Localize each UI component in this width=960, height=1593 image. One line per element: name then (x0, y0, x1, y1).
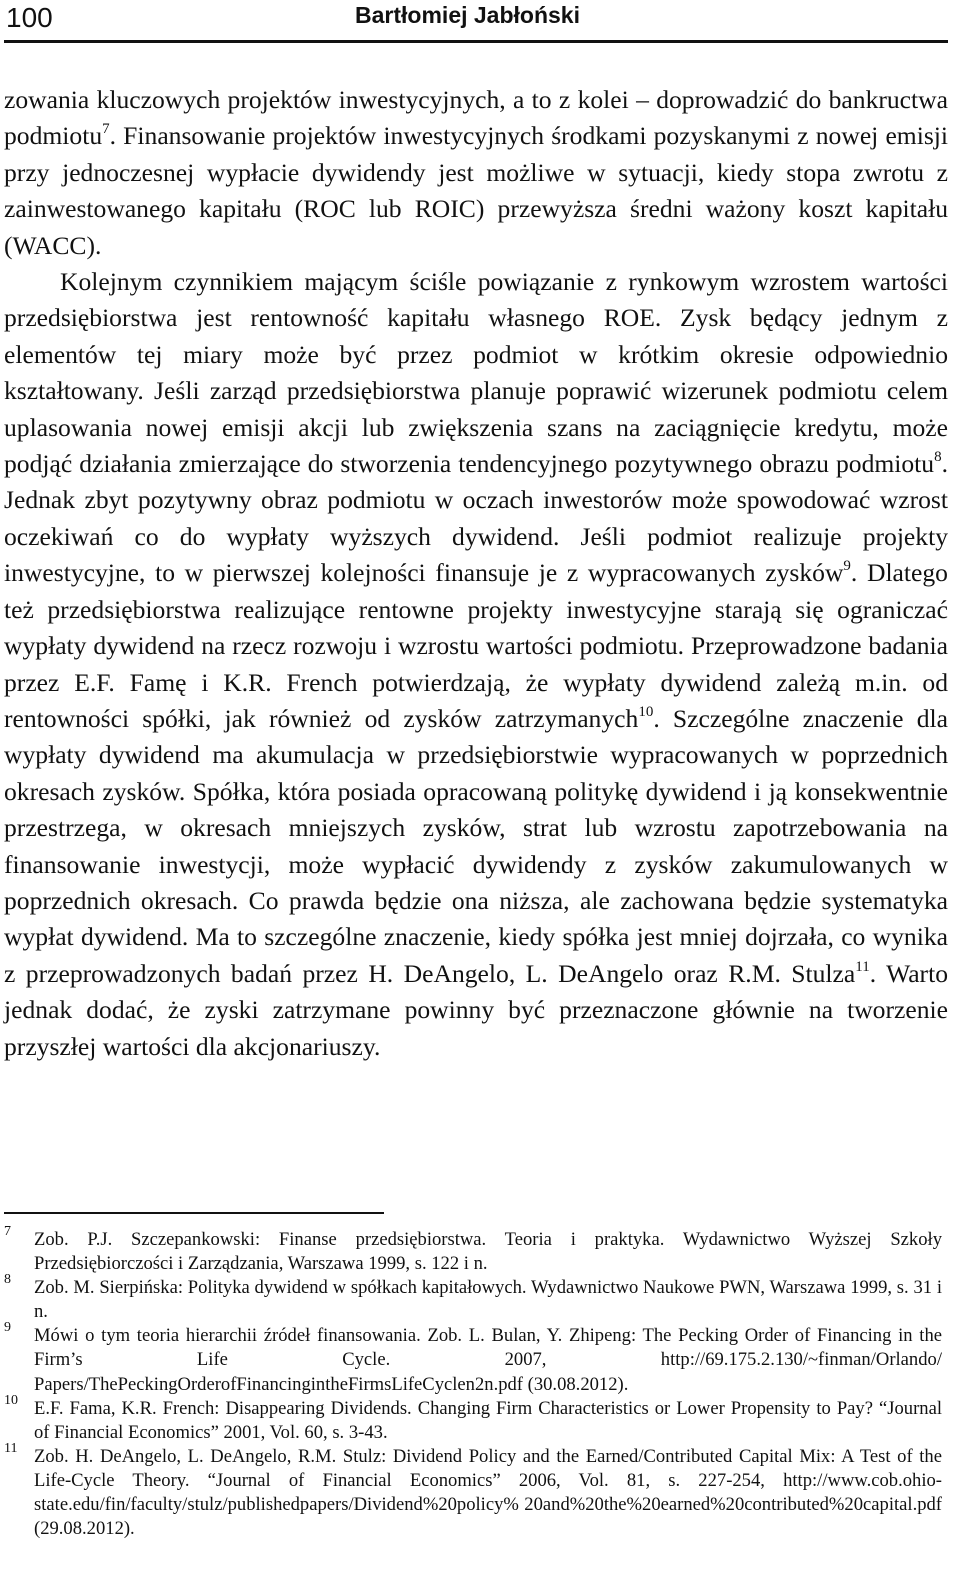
page-header (0, 0, 960, 46)
footnote-ref-7[interactable]: 7 (102, 121, 110, 138)
footnote-7 (4, 1224, 942, 1276)
footnote-ref-8[interactable]: 8 (934, 449, 942, 466)
paragraph-2 (4, 264, 948, 1065)
footnote-text: Mówi o tym teoria hierarchii źródeł finansowania. Zob. L. Bulan, Y. Zhipeng: The Pecking Order of Financing in the Firm’s Life Cycle. 2007, http://69.175.2.130/~finman/Orlando/ Papers/ThePeckingOrderofFinancingintheFirmsLifeCyclen2n.pdf (30.08.2012). (34, 1325, 942, 1395)
paragraph-1-text-a: zowania kluczowych projektów inwestycyjnych, a to z kolei – doprowadzić do bankructwa podmiotu (4, 85, 948, 151)
page-number: 100 (6, 2, 53, 33)
paragraph-2-text-d: . Szczególne znaczenie dla wypłaty dywidend ma akumulacja w przedsiębiorstwie wypracowanych w poprzednich okresach zysków. Spółka, która posiada opracowaną politykę dywidend i ją konsekwentnie przestrzega, w okresach mniejszych zysków, strat lub wzrostu zapotrzebowania na finansowanie inwestycji, może wypłacić dywidendy z zysków zakumulowanych w poprzednich okresach. Co prawda będzie ona niższa, ale zachowana będzie systematyka wypłat dywidend. Ma to szczególne znaczenie, kiedy spółka jest mniej dojrzała, co wynika z przeprowadzonych badań przez H. DeAngelo, L. DeAngelo oraz R.M. Stulza (4, 703, 948, 988)
footnote-ref-11[interactable]: 11 (855, 958, 870, 975)
header-rule (4, 40, 948, 43)
footnote-ref-9[interactable]: 9 (843, 558, 851, 575)
footnote-number: 7 (4, 1224, 11, 1239)
footnote-number: 10 (4, 1392, 18, 1408)
paragraph-1 (4, 82, 948, 264)
running-head-author: Bartłomiej Jabłoński (355, 2, 580, 28)
footnote-text: Zob. P.J. Szczepankowski: Finanse przedsiębiorstwa. Teoria i praktyka. Wydawnictwo Wyższej Szkoły Przedsiębiorczości i Zarządzania, Warszawa 1999, s. 122 i n. (34, 1229, 942, 1275)
footnote-11 (4, 1440, 942, 1541)
footnote-text: Zob. H. DeAngelo, L. DeAngelo, R.M. Stulz: Dividend Policy and the Earned/Contributed Capital Mix: A Test of the Life-Cycle Theory. “Journal of Financial Economics” 2006, Vol. 81, s. 227-254, http://www.cob.ohio-state.edu/fin/faculty/stulz/publishedpapers/Dividend%20policy% 20and%20the%20earned%20contributed%20capital.pdf (29.08.2012). (34, 1445, 942, 1540)
footnote-ref-10[interactable]: 10 (638, 703, 654, 720)
footnote-text: Zob. M. Sierpińska: Polityka dywidend w spółkach kapitałowych. Wydawnictwo Naukowe PWN, Warszawa 1999, s. 31 i n. (34, 1277, 942, 1323)
footnote-number: 8 (4, 1272, 11, 1288)
footnote-number: 9 (4, 1320, 11, 1336)
footnote-10 (4, 1392, 942, 1445)
footnote-number: 11 (4, 1440, 18, 1456)
footnote-8 (4, 1272, 942, 1324)
paragraph-2-text-b: . Jednak zbyt pozytywny obraz podmiotu w oczach inwestorów może spowodować wzrost oczekiwań co do wypłaty wyższych dywidend. Jeśli podmiot realizuje projekty inwestycyjne, to w pierwszej kolejności finansuje je z wypracowanych zysków (4, 449, 948, 588)
paragraph-2-text-a: Kolejnym czynnikiem mającym ściśle powiązanie z rynkowym wzrostem wartości przedsiębiorstwa jest rentowność kapitału własnego ROE. Zysk będący jednym z elementów tej miary może być przez podmiot w krótkim okresie odpowiednio kształtowany. Jeśli zarząd przedsiębiorstwa planuje poprawić wizerunek podmiotu celem uplasowania nowej emisji akcji lub zwiększenia szans na zaciągnięcie kredytu, może podjąć działania zmierzające do stworzenia tendencyjnego pozytywnego obrazu podmiotu (4, 267, 948, 479)
footnotes (4, 1224, 942, 1541)
footnote-separator (4, 1212, 384, 1214)
footnote-9 (4, 1320, 942, 1396)
paragraph-1-text-b: . Finansowanie projektów inwestycyjnych środkami pozyskanymi z nowej emisji przy jednoczesnej wypłacie dywidendy jest możliwe w sytuacji, kiedy stopa zwrotu z zainwestowanego kapitału (ROC lub ROIC) przewyższa średni ważony koszt kapitału (WACC). (4, 121, 948, 260)
paragraph-2-text-e: . Warto jednak dodać, że zyski zatrzymane powinny być przeznaczone głównie na tworzenie przyszłej wartości dla akcjonariuszy. (4, 958, 948, 1061)
body-text (4, 82, 948, 1065)
footnote-text: E.F. Fama, K.R. French: Disappearing Dividends. Changing Firm Characteristics or Lower Propensity to Pay? “Journal of Financial Economics” 2001, Vol. 60, s. 3-43. (34, 1397, 942, 1443)
paragraph-2-text-c: . Dlatego też przedsiębiorstwa realizujące rentowne projekty inwestycyjne starają się ograniczać wypłaty dywidend na rzecz rozwoju i wzrostu wartości podmiotu. Przeprowadzone badania przez E.F. Famę i K.R. French potwierdzają, że wypłaty dywidend zależą m.in. od rentowności spółki, jak również od zysków zatrzymanych (4, 558, 948, 733)
